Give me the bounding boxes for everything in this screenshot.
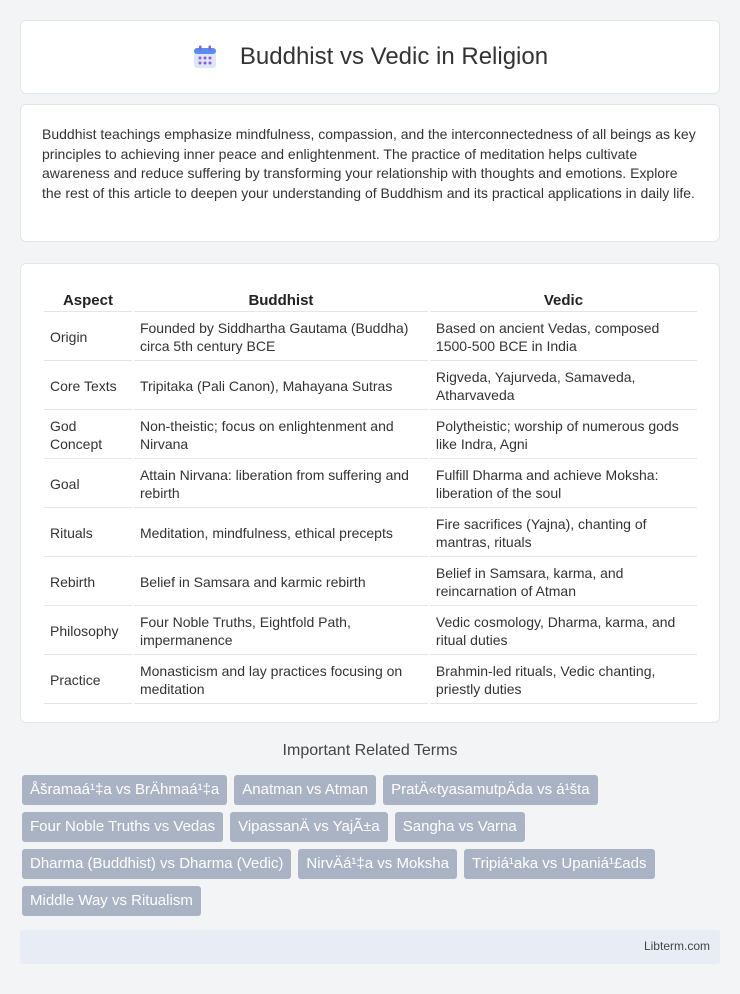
buddhist-cell: Non-theistic; focus on enlightenment and Nirvana — [134, 412, 428, 459]
vedic-cell: Belief in Samsara, karma, and reincarnation of Atman — [430, 559, 697, 606]
footer — [20, 930, 720, 964]
aspect-cell: Philosophy — [44, 608, 132, 655]
table-row — [44, 559, 697, 606]
page-title: Buddhist vs Vedic in Religion — [239, 43, 549, 70]
buddhist-cell: Founded by Siddhartha Gautama (Buddha) circa 5th century BCE — [134, 314, 428, 361]
related-terms-list — [22, 775, 722, 916]
vedic-cell: Vedic cosmology, Dharma, karma, and ritual duties — [430, 608, 697, 655]
buddhist-cell: Belief in Samsara and karmic rebirth — [134, 559, 428, 606]
buddhist-cell: Meditation, mindfulness, ethical precepts — [134, 510, 428, 557]
vedic-cell: Based on ancient Vedas, composed 1500-500 BCE in India — [430, 314, 697, 361]
table-row — [44, 363, 697, 410]
buddhist-cell: Attain Nirvana: liberation from suffering and rebirth — [134, 461, 428, 508]
buddhist-cell: Four Noble Truths, Eightfold Path, impermanence — [134, 608, 428, 655]
header-buddhist: Buddhist — [134, 286, 428, 312]
term-tag[interactable]: Åšramaá¹‡a vs BrÄhmaá¹‡a — [22, 775, 227, 805]
related-terms-heading: Important Related Terms — [282, 742, 458, 759]
aspect-cell: Rebirth — [44, 559, 132, 606]
term-tag[interactable]: Sangha vs Varna — [395, 812, 525, 842]
table-header-row — [44, 286, 697, 312]
header-card — [20, 20, 720, 94]
table-row — [44, 608, 697, 655]
intro-card — [20, 104, 720, 242]
table-row — [44, 412, 697, 459]
term-tag[interactable]: Tripiá¹aka vs Upaniá¹£ads — [464, 849, 655, 879]
table-row — [44, 510, 697, 557]
term-tag[interactable]: Dharma (Buddhist) vs Dharma (Vedic) — [22, 849, 291, 879]
vedic-cell: Brahmin-led rituals, Vedic chanting, priestly duties — [430, 657, 697, 704]
comparison-table-card — [20, 263, 720, 723]
buddhist-cell: Monasticism and lay practices focusing on meditation — [134, 657, 428, 704]
table-row — [44, 461, 697, 508]
comparison-table — [42, 284, 699, 706]
term-tag[interactable]: Four Noble Truths vs Vedas — [22, 812, 223, 842]
term-tag[interactable]: Anatman vs Atman — [234, 775, 376, 805]
table-row — [44, 314, 697, 361]
aspect-cell: Core Texts — [44, 363, 132, 410]
term-tag[interactable]: NirvÄá¹‡a vs Moksha — [298, 849, 457, 879]
aspect-cell: Goal — [44, 461, 132, 508]
aspect-cell: Practice — [44, 657, 132, 704]
aspect-cell: Origin — [44, 314, 132, 361]
table-row — [44, 657, 697, 704]
aspect-cell: Rituals — [44, 510, 132, 557]
header-aspect: Aspect — [44, 286, 132, 312]
vedic-cell: Polytheistic; worship of numerous gods like Indra, Agni — [430, 412, 697, 459]
vedic-cell: Fulfill Dharma and achieve Moksha: liberation of the soul — [430, 461, 697, 508]
intro-paragraph: Buddhist teachings emphasize mindfulness, compassion, and the interconnectedness of all beings as key principles to achieving inner peace and enlightenment. The practice of meditation helps cultivate awareness and reduce suffering by transforming your relationship with thoughts and emotions. Explore the rest of this article to deepen your understanding of Buddhism and its practical applications in daily life. — [42, 126, 696, 201]
aspect-cell: God Concept — [44, 412, 132, 459]
term-tag[interactable]: Middle Way vs Ritualism — [22, 886, 201, 916]
buddhist-cell: Tripitaka (Pali Canon), Mahayana Sutras — [134, 363, 428, 410]
footer-site-link[interactable]: Libterm.com — [643, 939, 710, 953]
term-tag[interactable]: PratÄ«tyasamutpÄda vs á¹šta — [383, 775, 597, 805]
calendar-icon — [192, 44, 218, 70]
vedic-cell: Rigveda, Yajurveda, Samaveda, Atharvaveda — [430, 363, 697, 410]
vedic-cell: Fire sacrifices (Yajna), chanting of mantras, rituals — [430, 510, 697, 557]
term-tag[interactable]: VipassanÄ vs YajÃ±a — [230, 812, 388, 842]
header-vedic: Vedic — [430, 286, 697, 312]
